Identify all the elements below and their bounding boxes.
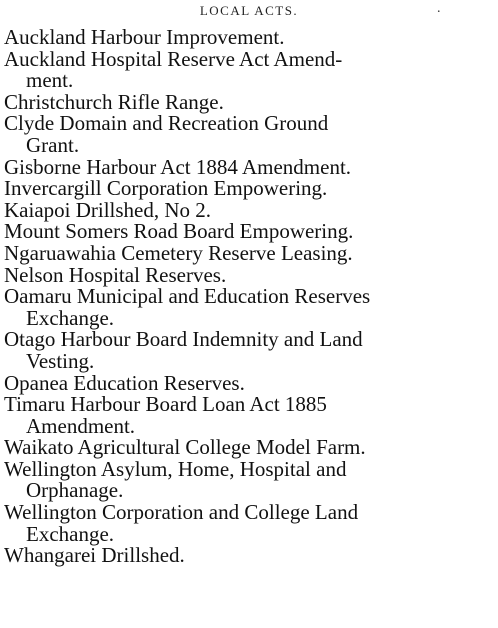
act-title: Waikato Agricultural College Model Farm.	[4, 435, 366, 460]
list-item	[4, 240, 489, 265]
act-title: Nelson Hospital Reserves.	[4, 262, 227, 287]
page-heading: LOCAL ACTS.	[199, 3, 299, 18]
list-item	[5, 221, 489, 243]
list-item	[5, 502, 489, 545]
act-title-continuation: Amendment.	[26, 413, 136, 438]
list-item	[5, 329, 489, 372]
act-title: Invercargill Corporation Empowering.	[4, 176, 328, 201]
act-title-continuation: Vesting.	[26, 348, 95, 373]
list-item	[4, 456, 489, 503]
act-title: Opanea Education Reserves.	[4, 370, 245, 395]
act-title-continuation: Orphanage.	[26, 478, 124, 503]
act-title: Wellington Corporation and College Land	[4, 500, 359, 525]
list-item	[5, 113, 489, 156]
list-item	[4, 154, 489, 179]
act-title: Kaiapoi Drillshed, No 2.	[4, 197, 212, 222]
act-title-continuation: Exchange.	[26, 521, 115, 546]
act-title: Otago Harbour Board Indemnity and Land	[4, 327, 363, 352]
act-title: Christchurch Rifle Range.	[4, 89, 224, 114]
act-title-continuation: Grant.	[26, 132, 80, 157]
list-item	[5, 437, 489, 459]
list-item	[5, 27, 489, 49]
act-title: Ngaruawahia Cemetery Reserve Leasing.	[4, 240, 353, 265]
list-item	[5, 545, 489, 567]
act-title: Wellington Asylum, Home, Hospital and	[4, 456, 347, 481]
list-item	[5, 286, 489, 329]
acts-list	[5, 27, 489, 567]
act-title: Whangarei Drillshed.	[4, 543, 185, 568]
list-item	[4, 262, 489, 287]
act-title: Mount Somers Road Board Empowering.	[4, 219, 354, 244]
page-marker: .	[437, 1, 441, 16]
act-title: Gisborne Harbour Act 1884 Amendment.	[4, 154, 352, 179]
list-item	[5, 178, 489, 200]
list-item	[4, 197, 489, 222]
act-title: Clyde Domain and Recreation Ground	[4, 111, 329, 136]
act-title: Auckland Harbour Improvement.	[4, 25, 285, 49]
act-title: Oamaru Municipal and Education Reserves	[4, 284, 371, 309]
act-title-continuation: ment.	[26, 68, 74, 93]
list-item	[4, 46, 489, 93]
act-title-continuation: Exchange.	[26, 305, 115, 330]
list-item	[4, 370, 489, 395]
act-title: Timaru Harbour Board Loan Act 1885	[4, 392, 327, 417]
act-title: Auckland Hospital Reserve Act Amend-	[4, 46, 343, 71]
list-item	[4, 89, 489, 114]
list-item	[5, 394, 489, 437]
